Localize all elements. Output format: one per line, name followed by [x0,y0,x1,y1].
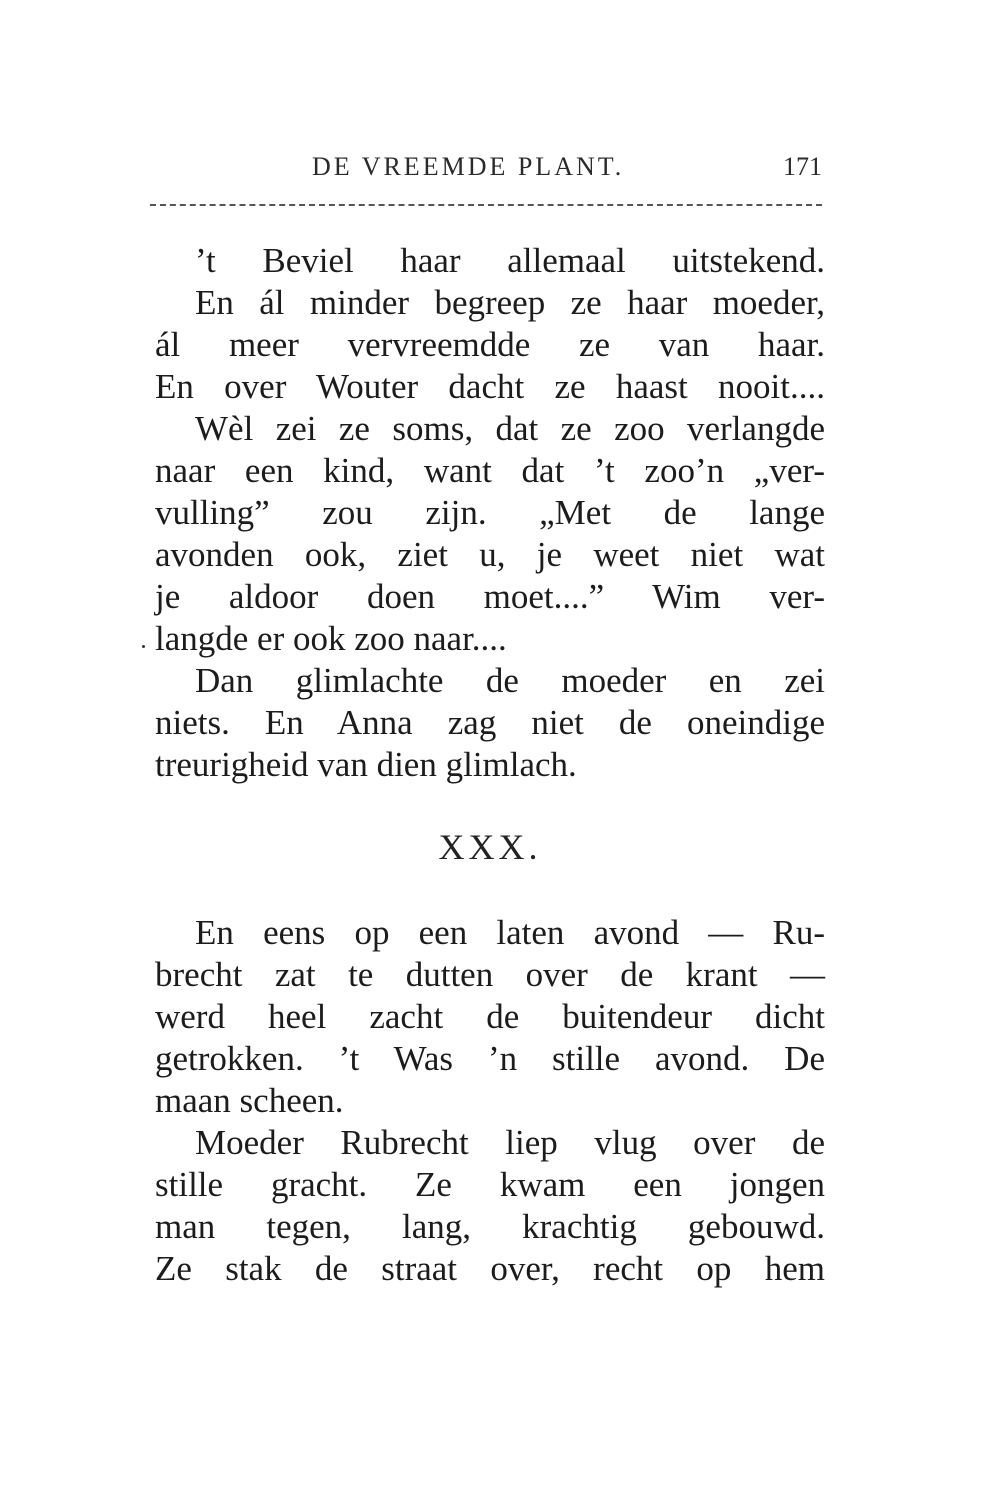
section-two-text [155,912,825,1290]
text-line: En over Wouter dacht ze haast nooit.... [155,367,825,406]
running-head [150,152,822,192]
text-line: naar een kind, want dat ’t zoo’n „ver- [155,451,825,490]
text-line: getrokken. ’t Was ’n stille avond. De [155,1039,825,1078]
text-line: je aldoor doen moet....” Wim ver- [155,577,825,616]
page-number: 171 [783,152,822,181]
text-line: En ál minder begreep ze haar moeder, [195,283,825,322]
text-line: ál meer vervreemdde ze van haar. [155,325,825,364]
text-line: avonden ook, ziet u, je weet niet wat [155,535,825,574]
text-line: Dan glimlachte de moeder en zei [195,661,825,700]
text-line: En eens op een laten avond — Ru- [195,913,825,952]
text-line: niets. En Anna zag niet de oneindige [155,703,825,742]
text-line: brecht zat te dutten over de krant — [155,955,825,994]
print-speck [142,645,145,648]
text-line: Moeder Rubrecht liep vlug over de [195,1123,825,1162]
text-line: langde er ook zoo naar.... [155,619,507,658]
text-line: ’t Beviel haar allemaal uitstekend. [195,241,825,280]
text-line: Wèl zei ze soms, dat ze zoo verlangde [195,409,825,448]
text-line: man tegen, lang, krachtig gebouwd. [155,1207,825,1246]
text-line: maan scheen. [155,1081,344,1120]
text-line: Ze stak de straat over, recht op hem [155,1249,825,1288]
running-title: DE VREEMDE PLANT. [312,152,625,181]
header-rule [150,204,822,206]
section-one-text [155,240,825,786]
text-line: stille gracht. Ze kwam een jongen [155,1165,825,1204]
chapter-heading: XXX. [438,827,542,867]
text-line: vulling” zou zijn. „Met de lange [155,493,825,532]
text-line: werd heel zacht de buitendeur dicht [155,997,825,1036]
text-line: treurigheid van dien glimlach. [155,745,577,784]
